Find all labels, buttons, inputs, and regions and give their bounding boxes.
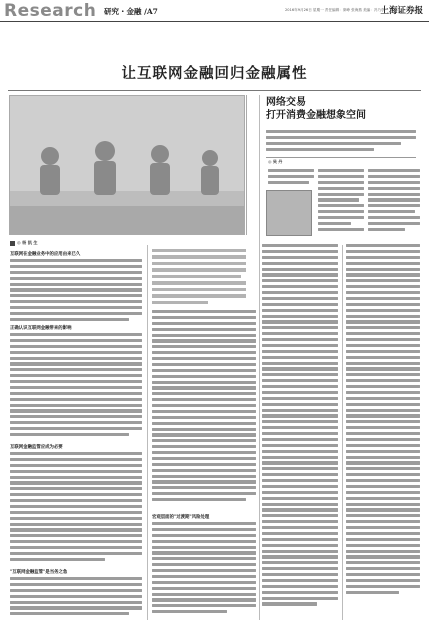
article-headline: 让互联网金融回归金融属性 (121, 66, 308, 82)
brand-title: Research (4, 1, 97, 21)
subhead-2: 正确认识互联网金融带来的影响 (10, 326, 72, 331)
body-col-2a (152, 310, 256, 510)
pull-quote (152, 249, 246, 307)
headline-rule (8, 90, 421, 91)
newspaper-logo: 上海证券报 (380, 6, 423, 16)
issue-meta: 2016年9月26日 星期一 责任编辑：廖峥 张海燕 美编：冯乃亭 (285, 8, 385, 12)
column-divider-1 (147, 245, 148, 620)
photo-caption-strip (246, 95, 259, 235)
column-title-line-2: 打开消费金融想象空间 (266, 110, 366, 121)
column-body-1 (318, 169, 364, 237)
page-header (0, 0, 429, 22)
column-author: ◎ 吴 丹 (268, 159, 283, 164)
body-col-2b (152, 522, 256, 619)
column-divider-2 (259, 95, 260, 620)
subhead-4: "互联网金融监管"是当务之急 (10, 570, 68, 575)
subhead-5: 宏观层面的"过渡期"风险处理 (152, 515, 210, 520)
column-divider-3 (342, 245, 343, 620)
column-body-3 (368, 169, 420, 237)
byline-marker-icon (10, 241, 15, 246)
column-rule (266, 157, 416, 158)
article-photo (9, 95, 245, 235)
article-byline: ◎ 杨 凯 生 (10, 240, 38, 246)
body-col-1b (10, 333, 142, 441)
column-body-2 (268, 169, 314, 189)
subhead-3: 互联网金融监管应成为必要 (10, 445, 63, 450)
body-col-4 (346, 244, 420, 620)
column-lead (266, 130, 416, 154)
body-col-3 (262, 244, 338, 620)
column-title-line-1: 网络交易 (266, 97, 306, 108)
body-col-1c (10, 452, 142, 566)
column-title (266, 96, 416, 122)
body-col-1d (10, 577, 142, 619)
section-label: 研究・金融 /A7 (104, 7, 158, 16)
author-photo (266, 190, 312, 236)
body-col-1a (10, 259, 142, 322)
subhead-1: 互联网在金融业务中的应用由来已久 (10, 252, 81, 257)
